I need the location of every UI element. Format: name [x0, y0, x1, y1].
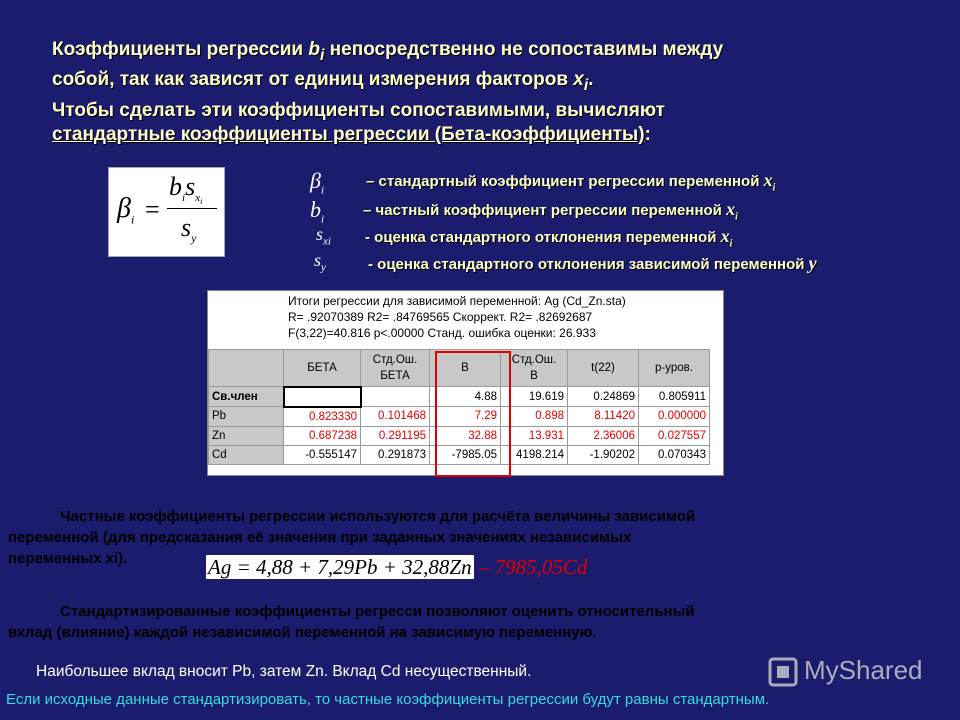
table-cell: 0.070343 [639, 445, 710, 464]
column-header: t(22) [568, 350, 639, 387]
legend-text: - оценка стандартного отклонения переменной $x_i$ [365, 226, 733, 250]
table-cell: 8.11420 [568, 407, 639, 427]
table-cell: 0.101468 [361, 407, 430, 427]
table-cell: -7985.05 [430, 445, 501, 464]
table-cell: 7.29 [430, 407, 501, 427]
conclusion-text: Наибольшее вклад вносит Pb, затем Zn. Вклад Cd несущественный. [36, 663, 532, 680]
table-cell: 0.687238 [284, 426, 361, 445]
column-header: Стд.Ош. БЕТА [361, 350, 430, 387]
intro-line-2: собой, так как зависят от единиц измерения факторов $x_i$. [52, 69, 594, 95]
intro-line-1 [52, 38, 932, 68]
table-cell: 0.027557 [639, 426, 710, 445]
para1-line3: переменных xi). [8, 550, 128, 567]
para1-line2: переменной (для предсказания её значения при заданных значениях независимых [8, 529, 632, 546]
intro-line-3: Чтобы сделать эти коэффициенты сопоставимыми, вычисляют [52, 99, 665, 121]
paragraph-standardized [8, 601, 908, 643]
legend-symbol: $s_y$ [314, 250, 326, 274]
equation-main: Ag = 4,88 + 7,29Pb + 32,88Zn [208, 555, 472, 579]
table-cell: 4198.214 [501, 445, 568, 464]
table-cell: 0.000000 [639, 407, 710, 427]
table-cell: 32.88 [430, 426, 501, 445]
table-row [209, 407, 710, 427]
legend-symbol: $b_i$ [310, 197, 325, 226]
table-cell: 0.823330 [284, 407, 361, 427]
table-cell: -0.555147 [284, 445, 361, 464]
legend-symbol: $s_{xi}$ [316, 224, 331, 248]
row-name: Св.член [209, 387, 284, 407]
regression-equation [206, 555, 587, 580]
table-cell: 19.619 [501, 387, 568, 407]
table-cell: -1.90202 [568, 445, 639, 464]
column-header: p-уров. [639, 350, 710, 387]
table-stats-f: F(3,22)=40.816 p<.00000 Станд. ошибка оценки: 26.933 [288, 326, 596, 340]
table-stats-r: R= .92070389 R2= .84769565 Скоррект. R2= .82692687 [288, 310, 593, 324]
row-name: Cd [209, 445, 284, 464]
table-cell: 0.898 [501, 407, 568, 427]
regression-table [207, 290, 724, 476]
table-row [209, 387, 710, 407]
beta-formula [108, 167, 225, 257]
legend-text: – стандартный коэффициент регрессии переменной $x_i$ [366, 170, 776, 194]
x-symbol: $x_i$ [573, 69, 589, 95]
formula-beta: $\beta_i$ [117, 193, 135, 227]
intro-text [52, 38, 932, 148]
header-row [209, 350, 710, 387]
footnote-text: Если исходные данные стандартизировать, то частные коэффициенты регрессии будут равны стандартным. [6, 691, 770, 708]
formula-denominator: $s_y$ [181, 213, 197, 246]
column-header: B [430, 350, 501, 387]
table-cell: 0.291873 [361, 445, 430, 464]
table-title: Итоги регрессии для зависимой переменной: Ag (Cd_Zn.sta) [288, 294, 626, 308]
table-header-text [288, 293, 720, 341]
para2-line2: вклад (влияние) каждой независимой переменной на зависимую переменную. [8, 624, 597, 641]
legend-text: - оценка стандартного отклонения зависимой переменной y [368, 253, 817, 273]
row-name: Pb [209, 407, 284, 427]
legend-item-sy [310, 250, 950, 280]
para1-line1: Частные коэффициенты регрессии используются для расчёта величины зависимой [60, 508, 696, 525]
table-cell [361, 387, 430, 407]
legend-item-beta [310, 168, 950, 198]
formula-numerator: $b_is_{x_i}$ [169, 172, 203, 207]
table-cell: 13.931 [501, 426, 568, 445]
legend-symbol: $\beta_i$ [310, 168, 325, 197]
table-cell: 4.88 [430, 387, 501, 407]
column-header: БЕТА [284, 350, 361, 387]
intro-line-2a: собой, так как зависят от единиц измерения факторов [52, 69, 574, 91]
fraction-line [167, 208, 217, 209]
table-cell: 0.291195 [361, 426, 430, 445]
logo-icon [768, 657, 798, 687]
column-header: Стд.Ош. B [501, 350, 568, 387]
intro-line-1a: Коэффициенты регрессии [52, 39, 309, 60]
row-name: Zn [209, 426, 284, 445]
equation-cd-term: – 7985,05Cd [473, 555, 588, 579]
formula-equals: = [145, 195, 160, 224]
intro-line-4: стандартные коэффициенты регрессии (Бета-коэффициенты): [52, 124, 651, 146]
beta-coefficients-term: стандартные коэффициенты регрессии (Бета-коэффициенты) [52, 124, 645, 146]
table-cell [284, 387, 361, 407]
table-row [209, 445, 710, 464]
table-cell: 0.805911 [639, 387, 710, 407]
b-symbol: $b_i$ [308, 39, 325, 64]
corner-cell [209, 350, 284, 387]
legend-text: – частный коэффициент регрессии переменной $x_i$ [363, 199, 738, 223]
myshared-logo: MyShared [768, 655, 923, 687]
results-grid [208, 349, 710, 465]
legend-item-b [310, 197, 950, 227]
intro-line-1c: непосредственно не сопоставимы между [324, 39, 724, 60]
table-row [209, 426, 710, 445]
para2-line1: Стандартизированные коэффициенты регресси позволяют оценить относительный [60, 603, 695, 620]
table-cell: 0.24869 [568, 387, 639, 407]
table-cell: 2.36006 [568, 426, 639, 445]
